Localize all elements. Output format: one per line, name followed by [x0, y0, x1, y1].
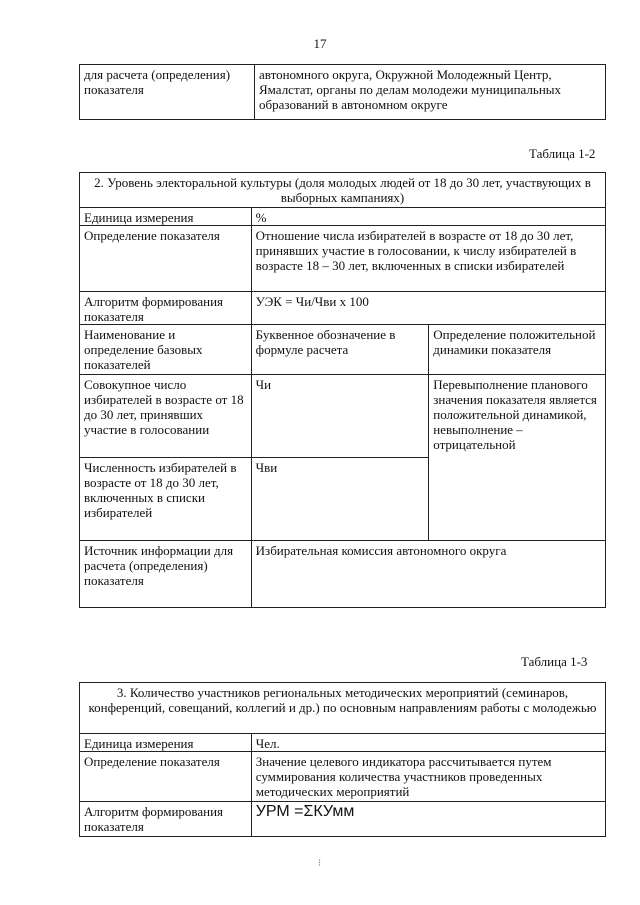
- continuation-left-cell: для расчета (определения) показателя: [80, 65, 255, 120]
- table-row: [80, 752, 606, 802]
- table-row: [80, 173, 606, 208]
- table-1-2-label: Таблица 1-2: [529, 146, 596, 161]
- unit-value: %: [251, 208, 605, 226]
- definition-label: Определение показателя: [80, 226, 252, 292]
- definition-value: Отношение числа избирателей в возрасте от 18 до 30 лет, принявших участие в голосовании, к числу избирателей в возрасте 18 – 30 лет, включенных в списки избирателей: [251, 226, 605, 292]
- page-number: 17: [313, 36, 327, 51]
- table-row: [80, 802, 606, 837]
- dynamics-text: Перевыполнение планового значения показателя является положительной динамикой, невыполнение – отрицательной: [429, 375, 606, 541]
- table-title: 3. Количество участников региональных методических мероприятий (семинаров, конференций, совещаний, коллегий и др.) по основным направлениям работы с молодежью: [80, 683, 606, 734]
- table-row: [80, 292, 606, 325]
- row2-symbol: Чви: [251, 458, 429, 541]
- source-value: Избирательная комиссия автономного округа: [251, 541, 605, 608]
- definition-value: Значение целевого индикатора рассчитывается путем суммирования количества участников проведенных методических мероприятий: [251, 752, 605, 802]
- table-row: [80, 683, 606, 734]
- table-title: 2. Уровень электоральной культуры (доля молодых людей от 18 до 30 лет, участвующих в выборных кампаниях): [80, 173, 606, 208]
- scan-mark: ⁝: [318, 858, 322, 869]
- table-row: [80, 734, 606, 752]
- continuation-table: [79, 64, 606, 120]
- table-row: [80, 375, 606, 458]
- row2-label: Численность избирателей в возрасте от 18 до 30 лет, включенных в списки избирателей: [80, 458, 252, 541]
- table-1-2: [79, 172, 606, 608]
- unit-value: Чел.: [251, 734, 605, 752]
- algorithm-value: УЭК = Чи/Чви х 100: [251, 292, 605, 325]
- algorithm-label: Алгоритм формирования показателя: [80, 802, 252, 837]
- base-symbol-header: Буквенное обозначение в формуле расчета: [251, 325, 429, 375]
- table-row: [80, 541, 606, 608]
- table-row: [80, 208, 606, 226]
- base-label: Наименование и определение базовых показателей: [80, 325, 252, 375]
- table-row: [80, 65, 606, 120]
- unit-label: Единица измерения: [80, 734, 252, 752]
- base-dynamics-header: Определение положительной динамики показателя: [429, 325, 606, 375]
- row1-symbol: Чи: [251, 375, 429, 458]
- definition-label: Определение показателя: [80, 752, 252, 802]
- table-1-3-label: Таблица 1-3: [521, 654, 588, 669]
- table-row: [80, 325, 606, 375]
- table-row: [80, 226, 606, 292]
- unit-label: Единица измерения: [80, 208, 252, 226]
- table-1-3: [79, 682, 606, 837]
- row1-label: Совокупное число избирателей в возрасте от 18 до 30 лет, принявших участие в голосовании: [80, 375, 252, 458]
- continuation-right-cell: автономного округа, Окружной Молодежный Центр, Ямалстат, органы по делам молодежи муниципальных образований в автономном округе: [255, 65, 606, 120]
- source-label: Источник информации для расчета (определения) показателя: [80, 541, 252, 608]
- algorithm-label: Алгоритм формирования показателя: [80, 292, 252, 325]
- algorithm-formula: УРМ =ΣКУмм: [251, 802, 605, 837]
